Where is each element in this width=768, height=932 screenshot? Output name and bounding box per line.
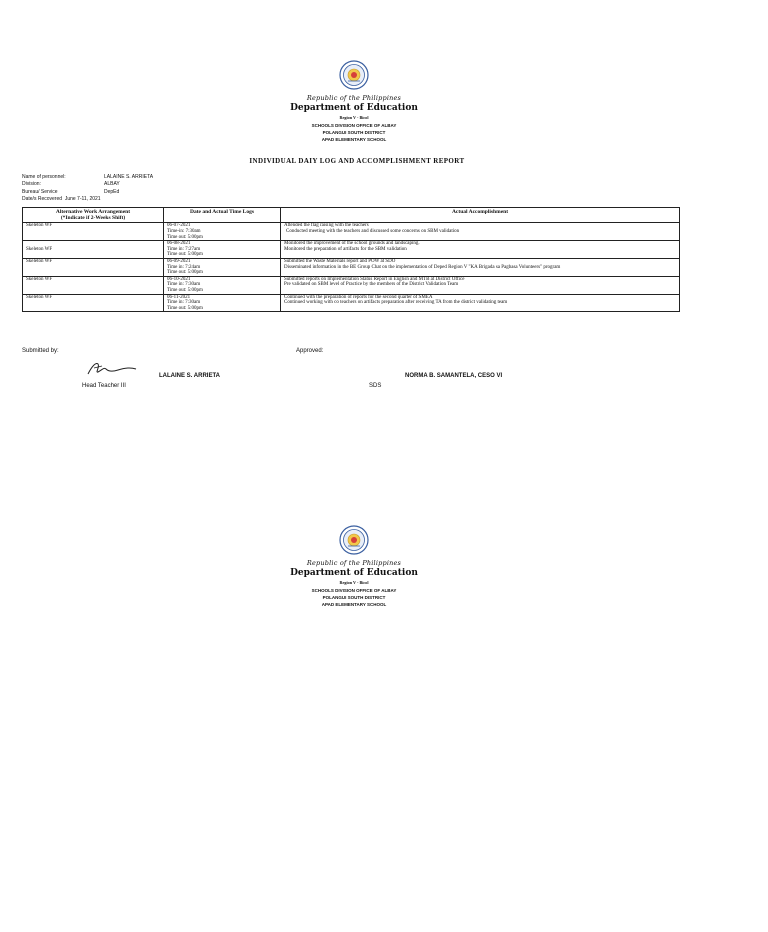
time-logs-header: Date and Actual Time Logs: [164, 208, 281, 223]
accomplishment-cell: Submitted reports on Implementation Status Report in English and MTB at District Office Pre validated on SBM level of Practice by the members of the District Validation Team: [281, 276, 680, 294]
submitted-by-label: Submitted by:: [22, 348, 59, 354]
arrangement-cell: Skeleton WF: [23, 258, 164, 276]
approved-label: Approved:: [296, 348, 324, 354]
division-label: Division:: [22, 181, 41, 188]
division-value: ALBAY: [104, 181, 120, 188]
accomplishment-cell: Continued with the preparation of reports for the second quarter of SMEA Continued working with co teachers on artifacts preparation after receiving TA from the district validating team: [281, 294, 680, 312]
arrangement-cell: Skeleton WF: [23, 223, 164, 241]
date-value: June 7-11, 2021: [64, 196, 101, 203]
district-text: POLANGUI SOUTH DISTRICT: [322, 595, 386, 600]
republic-text: Republic of the Philippines: [306, 94, 402, 102]
time-log-cell: 06-11-2021 Time in: 7:30am Time out: 5:00pm: [164, 294, 281, 312]
deped-seal-icon: [339, 60, 369, 90]
approved-name: NORMA B. SAMANTELA, CESO VI: [405, 373, 503, 379]
time-log-cell: 06-08-2021 Time in: 7:27am Time out: 5:00pm: [164, 241, 281, 259]
accomplishment-header: Actual Accomplishment: [281, 208, 680, 223]
school-text: APAD ELEMENTARY SCHOOL: [321, 602, 387, 607]
submitted-name: LALAINE S. ARRIETA: [159, 373, 220, 379]
table-row: [23, 241, 680, 259]
daily-log-table: [22, 207, 680, 312]
district-text: POLANGUI SOUTH DISTRICT: [322, 130, 386, 135]
arrangement-header: Alternative Work Arrangement (*Indicate if 2-Weeks Shift): [23, 208, 164, 223]
time-log-cell: 06-09-2021 Time in: 7:24am Time out: 5:00pm: [164, 258, 281, 276]
letterhead-top: [254, 60, 454, 143]
deped-seal-icon: [339, 525, 369, 555]
table-row: [23, 258, 680, 276]
date-label: Date/s Recovered June 7-11, 2021: [22, 196, 101, 203]
arrangement-cell: Skeleton WF: [23, 241, 164, 259]
bureau-value: DepEd: [104, 188, 120, 195]
bureau-label: Bureau/ Service: [22, 188, 58, 195]
republic-text: Republic of the Philippines: [306, 559, 402, 567]
department-text: Department of Education: [290, 568, 418, 578]
arrangement-cell: Skeleton WF: [23, 276, 164, 294]
name-value: LALAINE S. ARRIETA: [104, 174, 154, 180]
department-text: Department of Education: [290, 103, 418, 113]
time-log-cell: 06-07-2021 Time-in: 7:30am Time out: 5:00pm: [164, 223, 281, 241]
accomplishment-cell: Monitored the improvement of the school grounds and landscaping. Monitored the preparation of artifacts for the SBM validation: [281, 241, 680, 259]
table-row: [23, 223, 680, 241]
table-header-row: [23, 208, 680, 223]
time-log-cell: 06-10-2021 Time in: 7:30am Time out: 5:00pm: [164, 276, 281, 294]
table-row: [23, 276, 680, 294]
accomplishment-cell: Submitted the Waste Materials report and POW at SDO Disseminated information in the BE Group Chat on the implementation of Deped Region V "KA Brigada sa Pagbasa Volunteers" program: [281, 258, 680, 276]
approved-position: SDS: [369, 383, 382, 389]
accomplishment-cell: Attended the flag raising with the teachers Conducted meeting with the teachers and discussed some concerns on SBM validation: [281, 223, 680, 241]
arrangement-cell: Skeleton WF: [23, 294, 164, 312]
region-text: Region V - Bicol: [339, 115, 369, 120]
letterhead-bottom: [254, 525, 454, 608]
division-office-text: SCHOOLS DIVISION OFFICE OF ALBAY: [311, 588, 397, 593]
region-text: Region V - Bicol: [339, 580, 369, 585]
name-label: Name of personnel:: [22, 174, 66, 180]
report-title: INDIVIDUAL DAIY LOG AND ACCOMPLISHMENT REPORT: [249, 157, 465, 165]
school-text: APAD ELEMENTARY SCHOOL: [321, 137, 387, 142]
division-office-text: SCHOOLS DIVISION OFFICE OF ALBAY: [311, 123, 397, 128]
signature-icon: [86, 358, 138, 378]
submitted-position: Head Teacher III: [82, 383, 126, 389]
table-row: [23, 294, 680, 312]
